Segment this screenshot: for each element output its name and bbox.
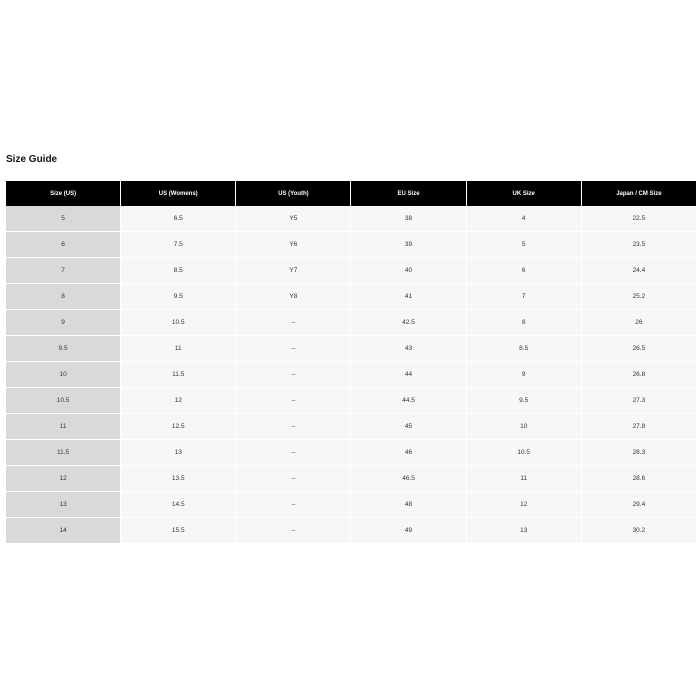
- cell-uk-size: 5: [467, 232, 581, 258]
- cell-eu-size: 44.5: [351, 388, 465, 414]
- cell-uk-size: 12: [467, 492, 581, 518]
- cell-us-youth: –: [236, 492, 350, 518]
- cell-size-us: 14: [6, 518, 120, 544]
- cell-japan-cm-size: 27.8: [582, 414, 696, 440]
- cell-japan-cm-size: 28.6: [582, 466, 696, 492]
- table-header-row: [6, 181, 696, 206]
- cell-us-youth: –: [236, 310, 350, 336]
- cell-us-youth: –: [236, 414, 350, 440]
- cell-uk-size: 9: [467, 362, 581, 388]
- table-row: [6, 440, 696, 466]
- table-row: [6, 518, 696, 544]
- cell-eu-size: 48: [351, 492, 465, 518]
- cell-size-us: 7: [6, 258, 120, 284]
- cell-us-womens: 13.5: [121, 466, 235, 492]
- cell-us-womens: 11: [121, 336, 235, 362]
- cell-japan-cm-size: 26.8: [582, 362, 696, 388]
- cell-uk-size: 6: [467, 258, 581, 284]
- cell-us-womens: 11.5: [121, 362, 235, 388]
- cell-uk-size: 11: [467, 466, 581, 492]
- cell-uk-size: 4: [467, 206, 581, 232]
- table-row: [6, 362, 696, 388]
- cell-us-youth: –: [236, 518, 350, 544]
- table-row: [6, 388, 696, 414]
- cell-size-us: 12: [6, 466, 120, 492]
- table-row: [6, 336, 696, 362]
- cell-us-womens: 9.5: [121, 284, 235, 310]
- cell-size-us: 10: [6, 362, 120, 388]
- cell-us-womens: 7.5: [121, 232, 235, 258]
- cell-us-womens: 8.5: [121, 258, 235, 284]
- table-body: [6, 206, 696, 544]
- table-row: [6, 232, 696, 258]
- table-row: [6, 492, 696, 518]
- cell-us-youth: Y5: [236, 206, 350, 232]
- cell-japan-cm-size: 27.3: [582, 388, 696, 414]
- cell-uk-size: 8: [467, 310, 581, 336]
- cell-us-youth: Y6: [236, 232, 350, 258]
- cell-us-womens: 13: [121, 440, 235, 466]
- cell-japan-cm-size: 28.3: [582, 440, 696, 466]
- cell-us-womens: 14.5: [121, 492, 235, 518]
- cell-us-youth: –: [236, 336, 350, 362]
- cell-size-us: 8: [6, 284, 120, 310]
- cell-japan-cm-size: 26.5: [582, 336, 696, 362]
- cell-japan-cm-size: 29.4: [582, 492, 696, 518]
- cell-us-youth: Y7: [236, 258, 350, 284]
- cell-size-us: 11: [6, 414, 120, 440]
- cell-us-womens: 6.5: [121, 206, 235, 232]
- cell-japan-cm-size: 24.4: [582, 258, 696, 284]
- cell-us-youth: –: [236, 388, 350, 414]
- column-header-us-youth: US (Youth): [236, 181, 350, 206]
- cell-us-youth: –: [236, 362, 350, 388]
- cell-us-womens: 12.5: [121, 414, 235, 440]
- size-guide-table: [5, 181, 697, 544]
- cell-japan-cm-size: 30.2: [582, 518, 696, 544]
- cell-uk-size: 9.5: [467, 388, 581, 414]
- cell-eu-size: 42.5: [351, 310, 465, 336]
- cell-eu-size: 39: [351, 232, 465, 258]
- column-header-eu-size: EU Size: [351, 181, 465, 206]
- cell-uk-size: 10: [467, 414, 581, 440]
- table-row: [6, 466, 696, 492]
- table-row: [6, 310, 696, 336]
- column-header-size-us: Size (US): [6, 181, 120, 206]
- cell-us-womens: 10.5: [121, 310, 235, 336]
- cell-size-us: 11.5: [6, 440, 120, 466]
- cell-uk-size: 13: [467, 518, 581, 544]
- cell-size-us: 10.5: [6, 388, 120, 414]
- column-header-uk-size: UK Size: [467, 181, 581, 206]
- column-header-us-womens: US (Womens): [121, 181, 235, 206]
- table-row: [6, 414, 696, 440]
- page-title: Size Guide: [6, 154, 58, 165]
- cell-japan-cm-size: 26: [582, 310, 696, 336]
- cell-eu-size: 46.5: [351, 466, 465, 492]
- cell-eu-size: 38: [351, 206, 465, 232]
- cell-us-womens: 15.5: [121, 518, 235, 544]
- cell-size-us: 5: [6, 206, 120, 232]
- table-row: [6, 206, 696, 232]
- cell-size-us: 6: [6, 232, 120, 258]
- column-header-japan-cm-size: Japan / CM Size: [582, 181, 696, 206]
- cell-uk-size: 8.5: [467, 336, 581, 362]
- table-row: [6, 284, 696, 310]
- cell-japan-cm-size: 23.5: [582, 232, 696, 258]
- cell-eu-size: 40: [351, 258, 465, 284]
- cell-us-womens: 12: [121, 388, 235, 414]
- cell-eu-size: 49: [351, 518, 465, 544]
- cell-eu-size: 43: [351, 336, 465, 362]
- cell-uk-size: 10.5: [467, 440, 581, 466]
- cell-us-youth: Y8: [236, 284, 350, 310]
- cell-size-us: 9: [6, 310, 120, 336]
- cell-uk-size: 7: [467, 284, 581, 310]
- cell-size-us: 13: [6, 492, 120, 518]
- cell-size-us: 9.5: [6, 336, 120, 362]
- cell-japan-cm-size: 25.2: [582, 284, 696, 310]
- cell-us-youth: –: [236, 440, 350, 466]
- table-row: [6, 258, 696, 284]
- cell-eu-size: 44: [351, 362, 465, 388]
- cell-eu-size: 46: [351, 440, 465, 466]
- cell-eu-size: 41: [351, 284, 465, 310]
- cell-us-youth: –: [236, 466, 350, 492]
- cell-eu-size: 45: [351, 414, 465, 440]
- cell-japan-cm-size: 22.5: [582, 206, 696, 232]
